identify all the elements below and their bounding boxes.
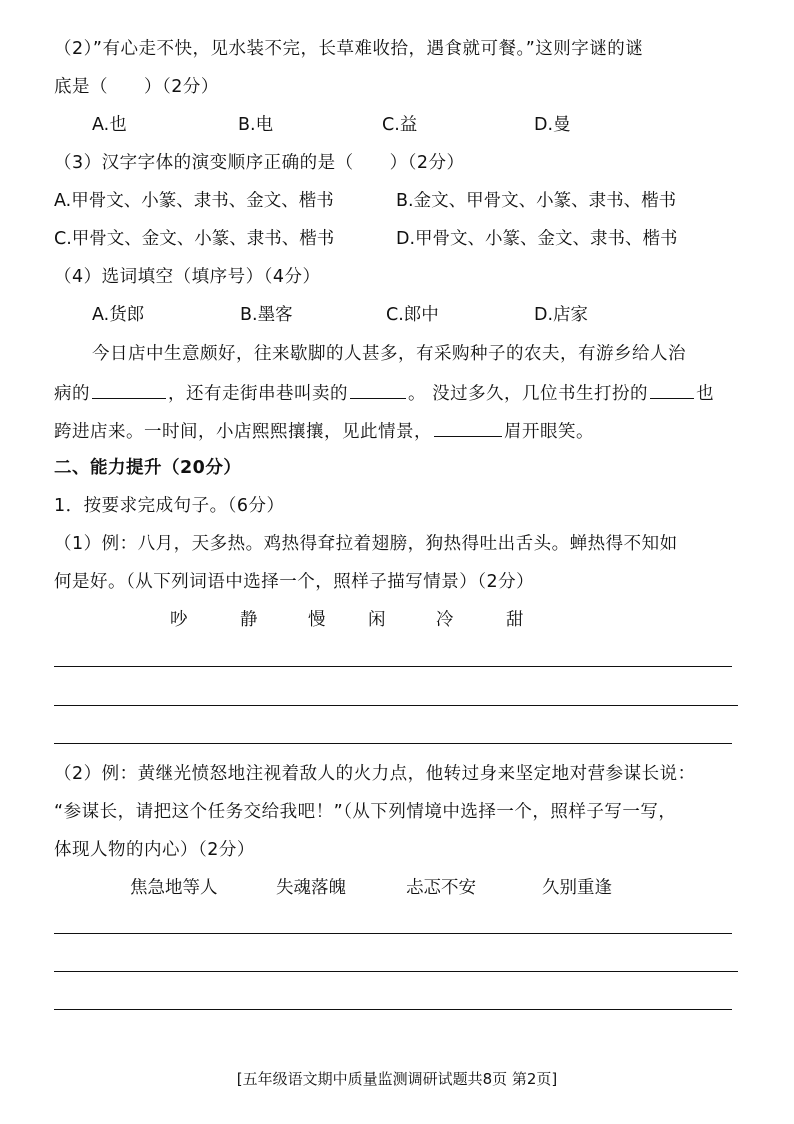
answer-line-2[interactable]	[54, 705, 738, 706]
answer-line-3[interactable]	[54, 743, 732, 744]
s1-word-1: 吵	[170, 610, 188, 630]
answer-line-4[interactable]	[54, 933, 732, 934]
s1-word-5: 冷	[436, 610, 454, 630]
q3-line1: （3）汉字字体的演变顺序正确的是（ ）（2分）	[54, 153, 465, 173]
s1-line1: （1）例：八月，天多热。鸡热得耷拉着翅膀，狗热得吐出舌头。蝉热得不知如	[54, 534, 678, 554]
q4-paragraph-line1: 今日店中生意颇好，往来歇脚的人甚多，有采购种子的农夫，有游乡给人治	[92, 344, 686, 364]
s1-word-6: 甜	[506, 610, 524, 630]
q4-paragraph-line2	[54, 380, 714, 406]
q4-text-seg3: 。 没过多久，几位书生打扮的	[408, 384, 649, 404]
s2-line2: “参谋长，请把这个任务交给我吧！”（从下列情境中选择一个，照样子写一写，	[54, 802, 677, 822]
answer-line-5[interactable]	[54, 971, 738, 972]
s1-word-3: 慢	[308, 610, 326, 630]
q4-text-seg6: 眉开眼笑。	[504, 422, 594, 442]
q2-line1: （2）”有心走不快，见水装不完，长草难收拾，遇食就可餐。”这则字谜的谜	[54, 39, 644, 59]
s2-word-1: 焦急地等人	[130, 878, 218, 898]
q4-text-seg4: 也	[696, 384, 715, 404]
q2-option-c: C.益	[382, 115, 418, 135]
q2-option-a: A.也	[92, 115, 127, 135]
fill-blank-2[interactable]	[350, 380, 406, 399]
s2-line1: （2）例：黄继光愤怒地注视着敌人的火力点，他转过身来坚定地对营参谋长说：	[54, 764, 696, 784]
section2-q1: 1．按要求完成句子。（6分）	[54, 496, 285, 516]
page-footer: [五年级语文期中质量监测调研试题共8页 第2页]	[236, 1070, 558, 1088]
fill-blank-1[interactable]	[92, 380, 166, 399]
fill-blank-4[interactable]	[434, 418, 502, 437]
q4-text-seg2: ，还有走街串巷叫卖的	[168, 384, 348, 404]
q4-option-a: A.货郎	[92, 305, 145, 325]
q4-paragraph-line3	[54, 418, 594, 444]
q4-text-seg5: 跨进店来。一时间，小店熙熙攘攘，见此情景，	[54, 422, 432, 442]
q2-option-d: D.曼	[534, 115, 571, 135]
q3-option-a: A.甲骨文、小篆、隶书、金文、楷书	[54, 191, 334, 211]
q4-line1: （4）选词填空（填序号）（4分）	[54, 267, 321, 287]
q4-option-d: D.店家	[534, 305, 589, 325]
s2-word-3: 忐忑不安	[406, 878, 476, 898]
q3-option-b: B.金文、甲骨文、小篆、隶书、楷书	[396, 191, 677, 211]
s2-line3: 体现人物的内心）（2分）	[54, 840, 255, 860]
fill-blank-3[interactable]	[650, 380, 694, 399]
s1-line2: 何是好。（从下列词语中选择一个，照样子描写情景）（2分）	[54, 572, 535, 592]
q3-option-c: C.甲骨文、金文、小篆、隶书、楷书	[54, 229, 335, 249]
q4-option-b: B.墨客	[240, 305, 293, 325]
s2-word-2: 失魂落魄	[276, 878, 346, 898]
q3-option-d: D.甲骨文、小篆、金文、隶书、楷书	[396, 229, 678, 249]
q2-option-b: B.电	[238, 115, 274, 135]
section2-title: 二、能力提升（20分）	[54, 458, 242, 478]
q4-text-seg1: 病的	[54, 384, 90, 404]
answer-line-1[interactable]	[54, 666, 732, 667]
s1-word-2: 静	[240, 610, 258, 630]
answer-line-6[interactable]	[54, 1009, 732, 1010]
q2-line2: 底是（ ）（2分）	[54, 77, 219, 97]
q4-option-c: C.郎中	[386, 305, 439, 325]
s1-word-4: 闲	[368, 610, 386, 630]
s2-word-4: 久别重逢	[542, 878, 612, 898]
